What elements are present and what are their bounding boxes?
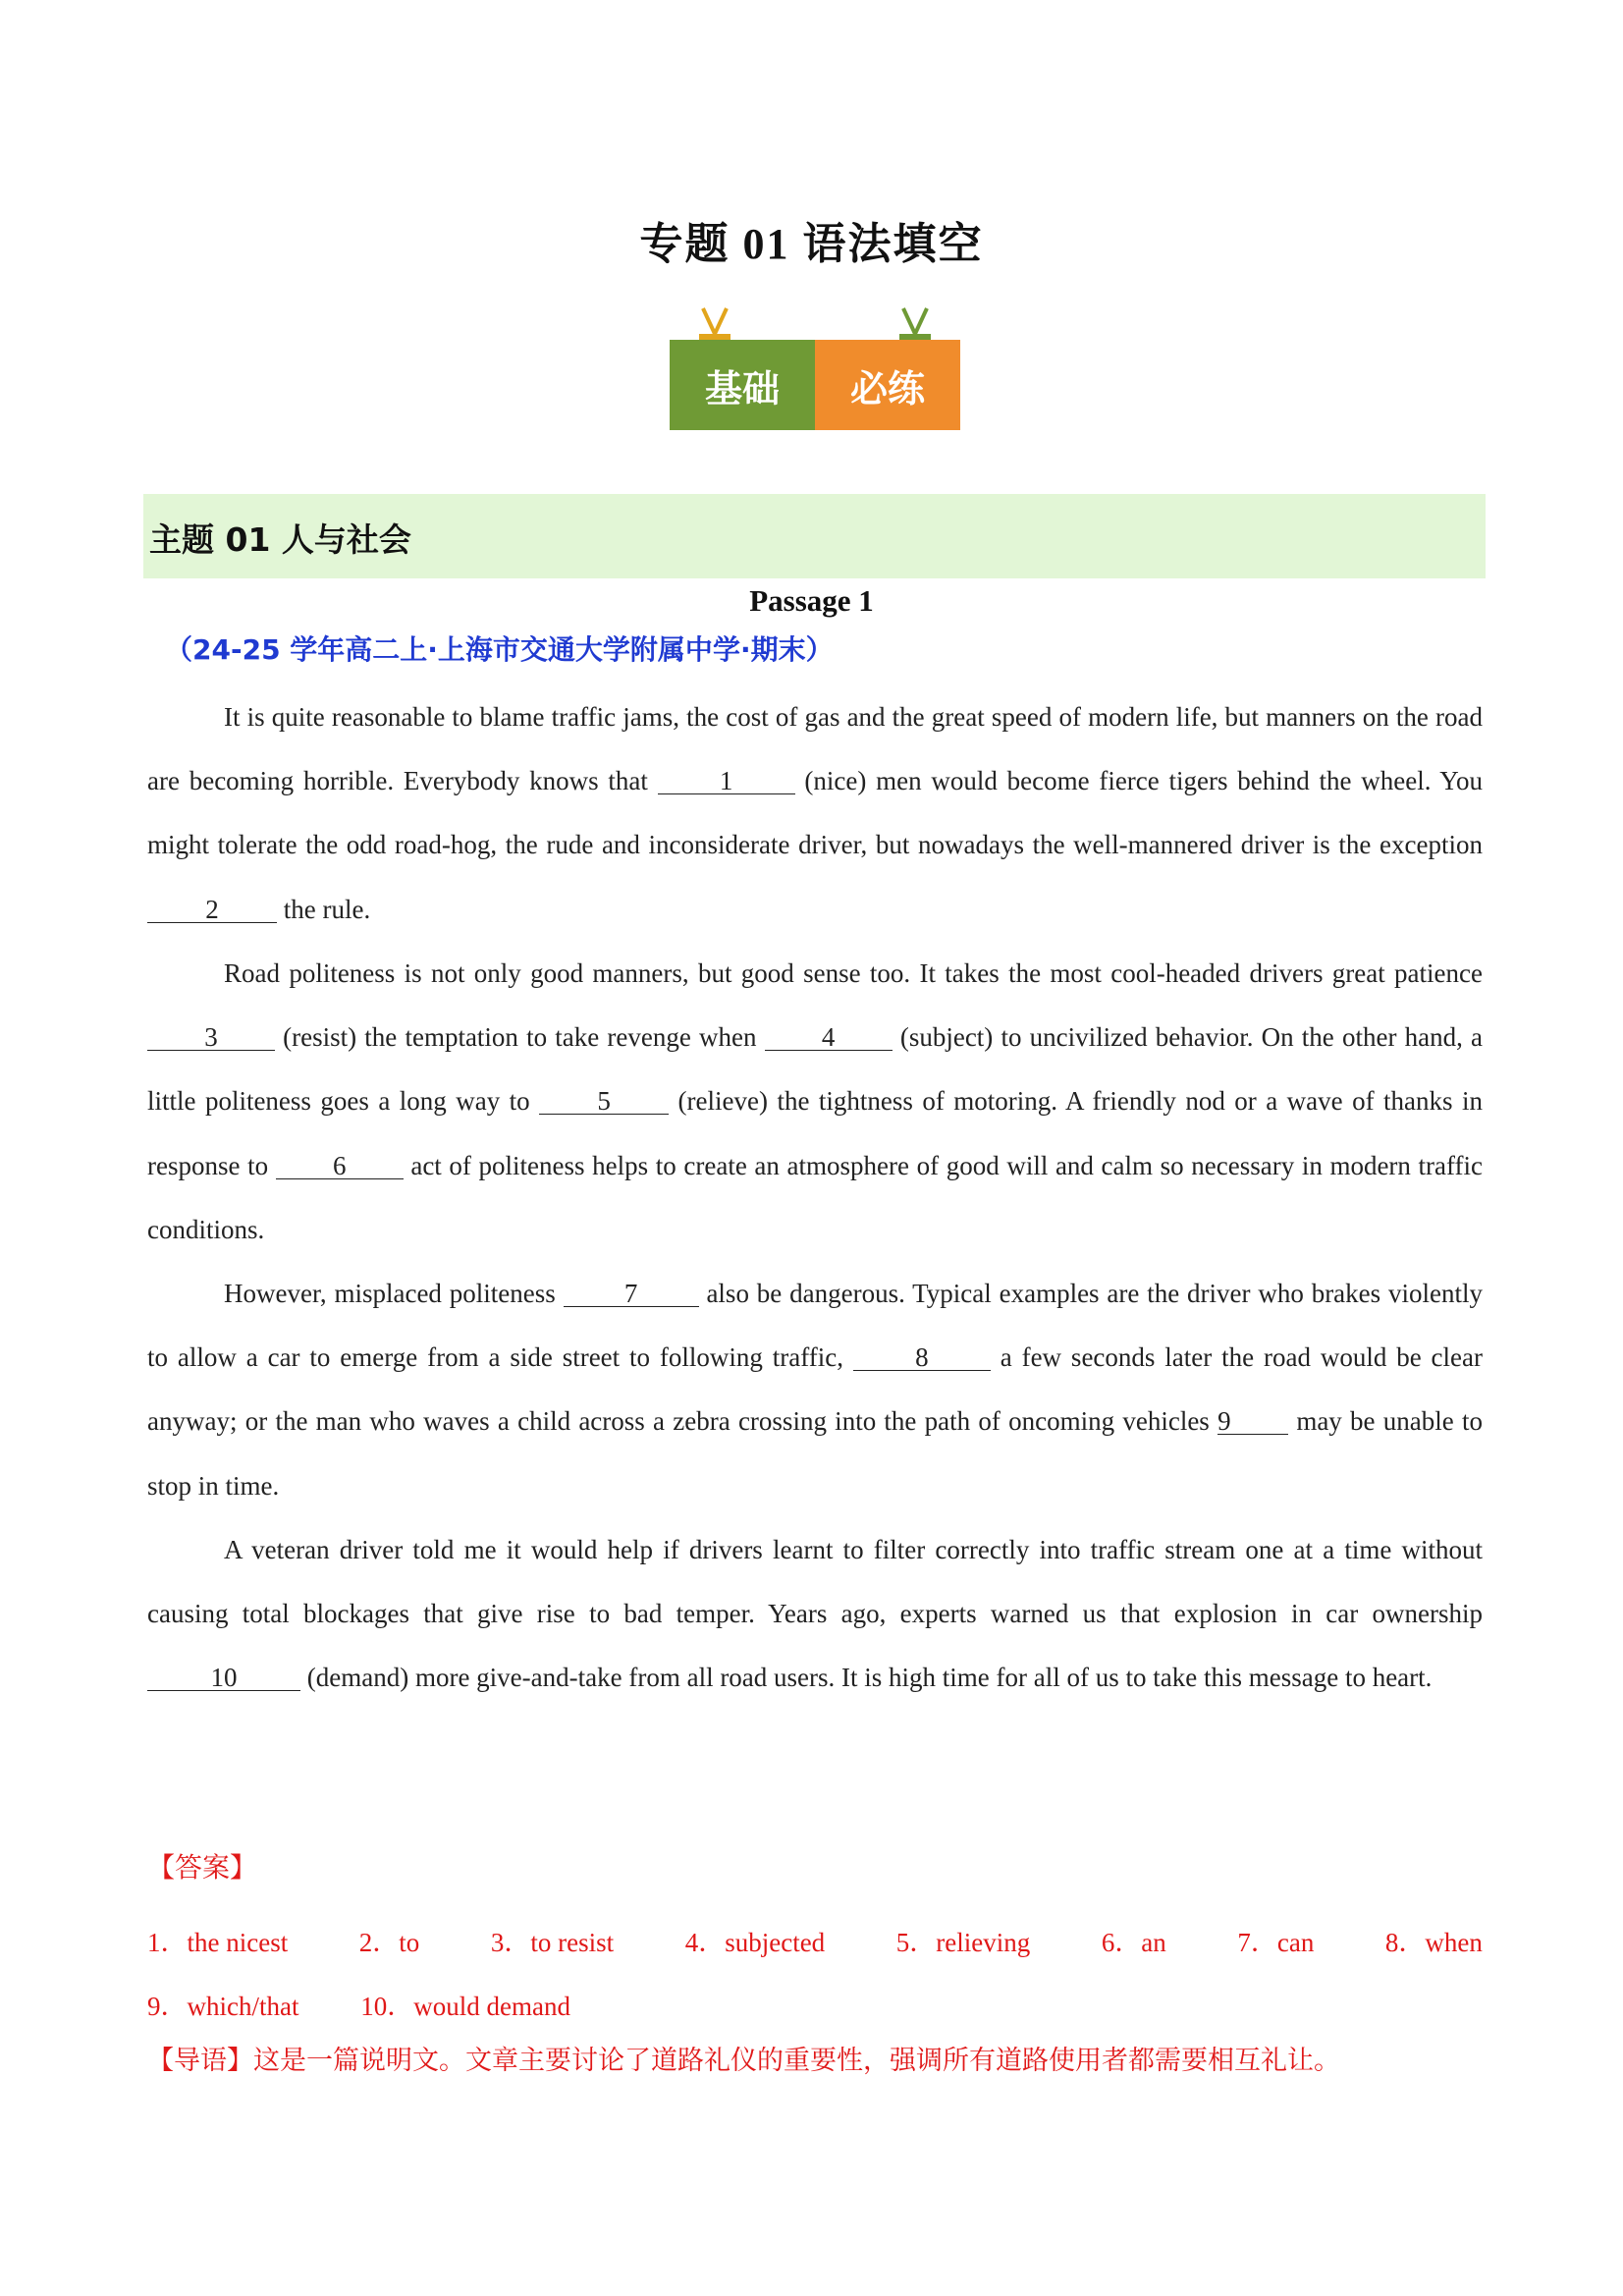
paragraph-text: the rule. [277,894,371,924]
blank-10: 10 [147,1665,300,1691]
answer-item: 10．would demand [360,1992,570,2021]
paragraph-4 [147,1518,1483,1711]
blank-2: 2 [147,897,277,923]
paragraph-text: (subject) to uncivilized behavior. On the other hand, a little politeness goes a long way to [147,1022,1483,1117]
answer-item: 1．the nicest [147,1928,289,1957]
paragraph-text: (demand) more give-and-take from all road users. It is high time for all of us to take this message to heart. [300,1663,1433,1693]
answer-row-2 [147,1985,625,2023]
blank-7: 7 [564,1281,699,1307]
paragraph-text: (relieve) the tightness of motoring. A friendly nod or a wave of thanks in response to [147,1086,1483,1180]
blank-3: 3 [147,1024,275,1051]
paragraph-text: Road politeness is not only good manners, but good sense too. It takes the most cool-headed drivers great patience [224,958,1483,988]
paragraph-text: It is quite reasonable to blame traffic jams, the cost of gas and the great speed of modern life, but manners on the road are becoming horrible. Everybody knows that [147,702,1483,796]
passage-intro: 【导语】这是一篇说明文。文章主要讨论了道路礼仪的重要性，强调所有道路使用者都需要相互礼让。 [147,2046,1340,2076]
answer-row-1 [147,1921,1483,1959]
paragraph-text: act of politeness helps to create an atmosphere of good will and calm so necessary in modern traffic conditions. [147,1150,1483,1244]
blank-6: 6 [276,1153,404,1179]
blank-8: 8 [853,1344,991,1371]
answer-item: 2．to [358,1928,420,1957]
paragraph-3 [147,1262,1483,1518]
blank-1: 1 [658,768,795,794]
passage-source: （24-25 学年高二上·上海市交通大学附属中学·期末） [165,633,834,666]
paragraph-text: may be unable to stop in time. [147,1406,1483,1501]
blank-5: 5 [539,1088,669,1115]
answer-item: 3．to resist [490,1928,615,1957]
paragraph-text: However, misplaced politeness [224,1279,564,1308]
blank-9: 9 [1217,1408,1288,1435]
paragraph-2 [147,942,1483,1262]
paragraph-text: a few seconds later the road would be clear anyway; or the man who waves a child across a zebra crossing into the path of oncoming vehicles [147,1342,1483,1437]
topic-heading: 主题 01 人与社会 [149,520,411,559]
answer-item: 5．relieving [895,1928,1031,1957]
answer-item: 7．can [1237,1928,1315,1957]
badge-left-label: 基础 [670,340,815,430]
passage-title: Passage 1 [749,583,874,618]
answer-item: 4．subjected [684,1928,826,1957]
answer-item: 8．when [1384,1928,1483,1957]
paragraph-text: (resist) the temptation to take revenge when [275,1022,765,1053]
paragraph-1 [147,685,1483,942]
paragraph-text: (nice) men would become fierce tigers behind the wheel. You might tolerate the odd road-hog, the rude and inconsiderate driver, but nowadays the well-mannered driver is the exception [147,766,1484,860]
answer-item: 6．an [1101,1928,1166,1957]
blank-4: 4 [765,1024,893,1051]
section-badge [670,304,960,430]
badge-right-label: 必练 [815,340,960,430]
answer-label: 【答案】 [147,1853,258,1884]
paragraph-text: A veteran driver told me it would help if drivers learnt to filter correctly into traffic stream one at a time without causing total blockages that give rise to bad temper. Years ago, experts warned us that explosion in car ownership [147,1535,1483,1629]
answer-item: 9．which/that [147,1992,299,2021]
paragraph-text: also be dangerous. Typical examples are the driver who brakes violently to allow a car to emerge from a side street to following traffic, [147,1279,1483,1373]
document-title: 专题 01 语法填空 [639,220,984,268]
